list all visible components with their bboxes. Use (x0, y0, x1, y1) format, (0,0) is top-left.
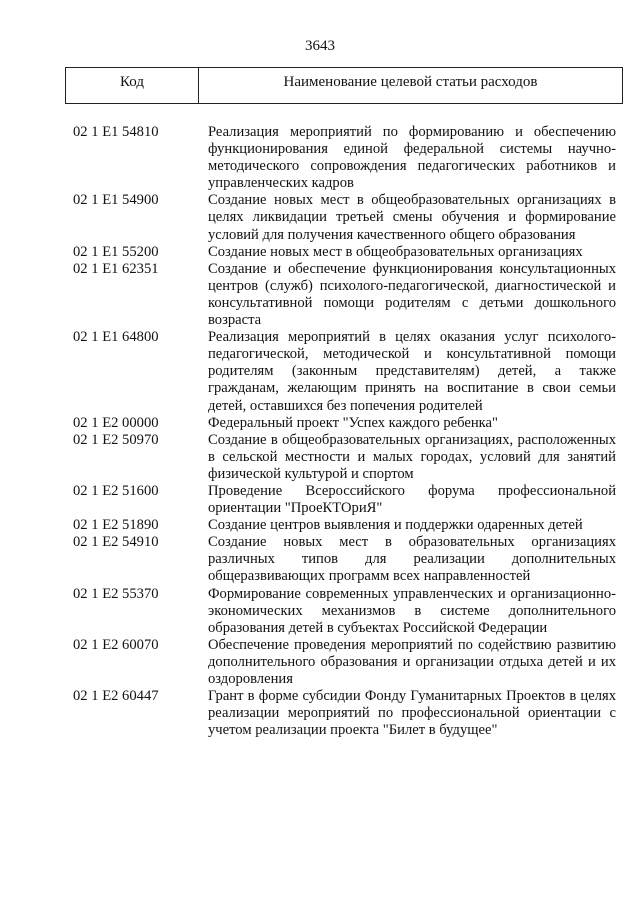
table-row (73, 517, 617, 534)
row-code: 02 1 E2 51890 (73, 517, 159, 534)
row-code: 02 1 E2 60070 (73, 636, 159, 653)
row-code: 02 1 E1 55200 (73, 243, 159, 260)
table-row (73, 329, 617, 414)
table-row (73, 534, 617, 585)
table-row (73, 688, 617, 739)
row-name: Создание новых мест в общеобразовательных организациях (208, 243, 583, 260)
row-name: Реализация мероприятий в целях оказания услуг психолого-педагогической, методической и консультативной помощи родителям (законным представителям) детей, а также гражданам, желающим принять на воспитание в свои семьи детей, оставшихся без попечения родителей (208, 329, 616, 414)
table-row (73, 483, 617, 517)
row-code: 02 1 E1 64800 (73, 329, 159, 346)
row-code: 02 1 E2 50970 (73, 431, 159, 448)
table-row (73, 124, 617, 192)
row-name: Формирование современных управленческих и организационно-экономических механизмов в системе дополнительного образования детей в субъектах Российской Федерации (208, 585, 616, 636)
row-code: 02 1 E2 60447 (73, 688, 159, 705)
table-header (65, 67, 623, 104)
row-name: Создание новых мест в образовательных организациях различных типов для реализации дополнительных общеразвивающих программ всех направленностей (208, 534, 616, 585)
row-code: 02 1 E2 51600 (73, 482, 159, 499)
row-name: Обеспечение проведения мероприятий по содействию развитию дополнительного образования и организации отдыха детей и их оздоровления (208, 636, 616, 687)
table-row (73, 415, 617, 432)
table-row (73, 192, 617, 243)
row-code: 02 1 E2 00000 (73, 414, 159, 431)
row-name: Реализация мероприятий по формированию и обеспечению функционирования единой федеральной системы научно-методического сопровождения педагогических работников и управленческих кадров (208, 124, 616, 192)
header-name: Наименование целевой статьи расходов (283, 74, 538, 90)
row-name: Создание в общеобразовательных организациях, расположенных в сельской местности и малых городах, условий для занятий физической культурой и спортом (208, 431, 616, 482)
row-code: 02 1 E2 55370 (73, 585, 159, 602)
row-name: Федеральный проект "Успех каждого ребенка" (208, 414, 498, 431)
row-name: Создание центров выявления и поддержки одаренных детей (208, 517, 583, 534)
row-name: Создание новых мест в общеобразовательных организациях в целях ликвидации третьей смены обучения и формирование условий для получения качественного общего образования (208, 192, 616, 243)
table-body (73, 124, 617, 739)
row-code: 02 1 E1 54810 (73, 124, 159, 140)
page-number: 3643 (305, 38, 335, 54)
row-code: 02 1 E1 54900 (73, 192, 159, 209)
row-name: Создание и обеспечение функционирования консультационных центров (служб) психолого-педагогической, диагностической и консультативной помощи родителям с детьми дошкольного возраста (208, 260, 616, 329)
row-name: Проведение Всероссийского форума профессиональной ориентации "ПроеКТОриЯ" (208, 482, 616, 517)
row-code: 02 1 E1 62351 (73, 260, 159, 277)
table-row (73, 432, 617, 483)
table-row (73, 261, 617, 329)
row-code: 02 1 E2 54910 (73, 534, 159, 551)
row-name: Грант в форме субсидии Фонду Гуманитарных Проектов в целях реализации мероприятий по профессиональной ориентации с учетом реализации проекта "Билет в будущее" (208, 688, 616, 739)
table-row (73, 244, 617, 261)
table-row (73, 637, 617, 688)
header-code: Код (66, 68, 199, 103)
table-row (73, 586, 617, 637)
